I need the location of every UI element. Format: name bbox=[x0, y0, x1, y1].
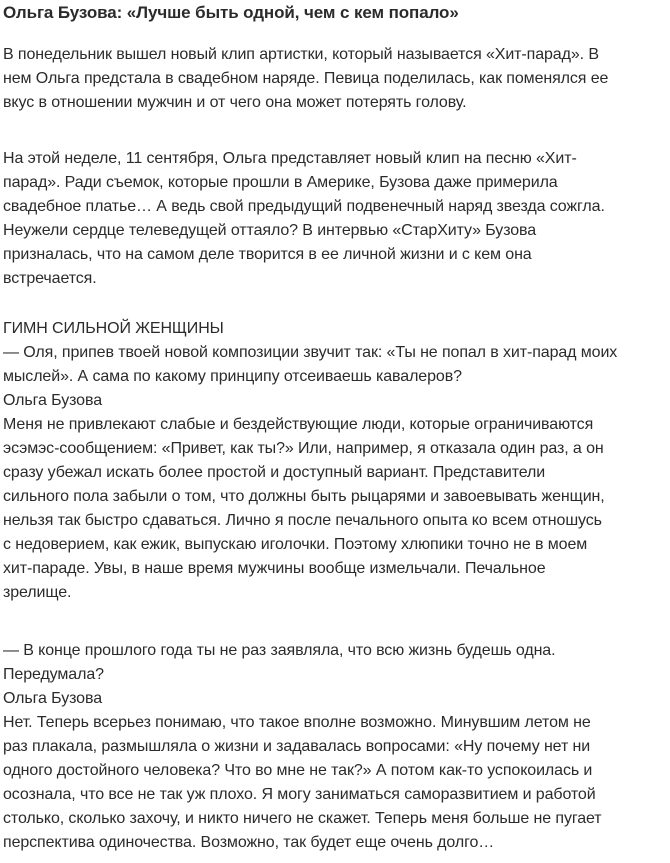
interview-question bbox=[3, 341, 666, 389]
interview-answer bbox=[3, 413, 666, 605]
speaker-name: Ольга Бузова bbox=[3, 690, 102, 707]
text-line: Передумала? bbox=[3, 666, 104, 683]
interview-answer bbox=[3, 711, 666, 855]
text-line: Меня не привлекают слабые и бездействующие люди, которые ограничиваются bbox=[3, 416, 594, 433]
text-line: эсэмэс-сообщением: «Привет, как ты?» Или, например, я отказала один раз, а он bbox=[3, 440, 604, 457]
text-line: нем Ольга предстала в свадебном наряде. Певица поделилась, как поменялся ее bbox=[3, 70, 609, 87]
text-line: — Оля, припев твоей новой композиции звучит так: «Ты не попал в хит-парад моих bbox=[3, 344, 618, 361]
text-line: вкус в отношении мужчин и от чего она может потерять голову. bbox=[3, 94, 467, 111]
text-line: встречается. bbox=[3, 270, 97, 287]
text-line: На этой неделе, 11 сентября, Ольга представляет новый клип на песню «Хит- bbox=[3, 150, 577, 167]
text-line: Нет. Теперь всерьез понимаю, что такое вполне возможно. Минувшим летом не bbox=[3, 714, 591, 731]
text-line: призналась, что на самом деле творится в ее личной жизни и с кем она bbox=[3, 246, 532, 263]
text-line: В понедельник вышел новый клип артистки, который называется «Хит-парад». В bbox=[3, 46, 599, 63]
section-heading: ГИМН СИЛЬНОЙ ЖЕНЩИНЫ bbox=[3, 320, 224, 337]
text-line: нельзя так быстро сдаваться. Лично я после печального опыта ко всем отношусь bbox=[3, 512, 602, 529]
interview-section bbox=[3, 639, 666, 855]
text-line: — В конце прошлого года ты не раз заявляла, что всю жизнь будешь одна. bbox=[3, 642, 556, 659]
text-line: зрелище. bbox=[3, 584, 72, 601]
text-line: сильного пола забыли о том, что должны быть рыцарями и завоевывать женщин, bbox=[3, 488, 605, 505]
speaker-name: Ольга Бузова bbox=[3, 392, 102, 409]
text-line: хит-параде. Увы, в наше время мужчины вообще измельчали. Печальное bbox=[3, 560, 546, 577]
text-line: одного достойного человека? Что во мне не так?» А потом как-то успокоилась и bbox=[3, 762, 593, 779]
text-line: столько, сколько захочу, и никто ничего не скажет. Теперь меня больше не пугает bbox=[3, 810, 602, 827]
text-line: парад». Ради съемок, которые прошли в Америке, Бузова даже примерила bbox=[3, 174, 558, 191]
text-line: сразу убежал искать более простой и доступный вариант. Представители bbox=[3, 464, 546, 481]
text-line: с недоверием, как ежик, выпускаю иголочки. Поэтому хлюпики точно не в моем bbox=[3, 536, 588, 553]
text-line: осознала, что все не так уж плохо. Я могу заниматься саморазвитием и работой bbox=[3, 786, 596, 803]
text-line: Неужели сердце телеведущей оттаяло? В интервью «СтарХиту» Бузова bbox=[3, 222, 537, 239]
text-line: свадебное платье… А ведь свой предыдущий подвенечный наряд звезда сожгла. bbox=[3, 198, 605, 215]
interview-section bbox=[3, 317, 666, 605]
article-title: Ольга Бузова: «Лучше быть одной, чем с кем попало» bbox=[3, 3, 459, 22]
intro-paragraph bbox=[3, 43, 666, 115]
text-line: мыслей». А сама по какому принципу отсеиваешь кавалеров? bbox=[3, 368, 462, 385]
text-line: раз плакала, размышляла о жизни и задавалась вопросами: «Ну почему нет ни bbox=[3, 738, 591, 755]
interview-question bbox=[3, 639, 666, 687]
text-line: перспектива одиночества. Возможно, так будет еще очень долго… bbox=[3, 834, 495, 851]
intro-paragraph bbox=[3, 147, 666, 291]
